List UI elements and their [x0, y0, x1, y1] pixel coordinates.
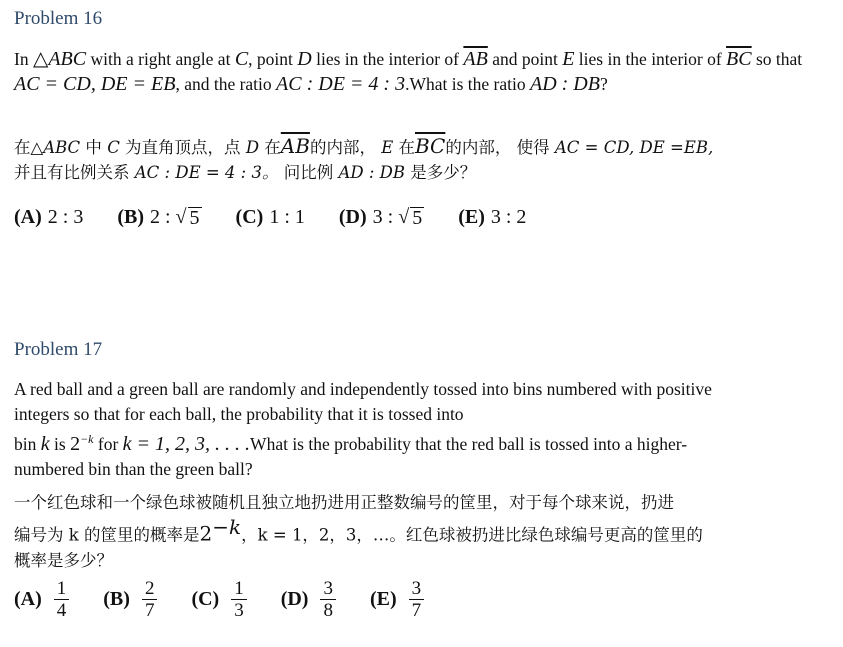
- text: 概率是多少？: [14, 550, 113, 570]
- text: for: [93, 433, 123, 454]
- choice-b: [103, 578, 157, 621]
- text: In: [14, 49, 33, 69]
- math: D: [297, 48, 312, 70]
- text: lies in the interior of: [574, 49, 727, 69]
- problem-16-heading: Problem 16: [14, 8, 103, 29]
- choice-value: 3 : 2: [490, 206, 527, 228]
- math: C: [107, 138, 120, 157]
- math: AC = CD, DE = EB: [14, 73, 176, 95]
- text: numbered bin than the green ball?: [14, 458, 253, 479]
- sqrt-radicand: 5: [412, 207, 423, 229]
- fraction: [231, 578, 247, 621]
- denominator: 8: [323, 600, 333, 621]
- choice-value: 3 : √: [372, 206, 410, 228]
- choice-c: [236, 206, 305, 229]
- fraction: [142, 578, 158, 621]
- text: 一个红色球和一个绿色球被随机且独立地扔进用正整数编号的筐里，对于每个球来说，扔进: [14, 493, 674, 512]
- math: AC : DE = 4 : 3: [276, 73, 406, 95]
- text: 为直角顶点，点: [119, 138, 246, 157]
- text: 在: [259, 138, 281, 157]
- choice-c: [191, 578, 246, 621]
- segment-bc: $\overline{BC}$: [414, 134, 446, 158]
- problem-16-english-text: [14, 47, 829, 97]
- text: 的内部，: [309, 138, 382, 157]
- problem-17-answer-choices: [14, 578, 458, 621]
- choice-label: (E): [458, 206, 485, 228]
- choice-value: 2 : √: [150, 206, 187, 228]
- problem-16-chinese-text: [14, 134, 829, 185]
- fraction: [54, 578, 70, 621]
- text: 问比例: [278, 163, 339, 182]
- denominator: 4: [56, 600, 67, 621]
- math: k: [40, 432, 50, 455]
- numerator: 1: [54, 578, 70, 600]
- text: and point: [487, 49, 563, 69]
- math: k = 1, 2, 3, . . . .: [122, 432, 251, 455]
- denominator: 7: [144, 600, 155, 621]
- problem-17-chinese-text: [14, 490, 829, 573]
- choice-e: [370, 578, 424, 621]
- exponent: −k: [212, 515, 242, 539]
- math: C: [234, 48, 249, 70]
- choice-label: (B): [117, 206, 144, 228]
- math: E: [562, 48, 575, 70]
- choice-label: (D): [280, 588, 309, 610]
- math: 2: [70, 432, 81, 455]
- numerator: 1: [231, 578, 247, 600]
- text: 是多少？: [405, 163, 477, 182]
- math: AC : DE = 4 : 3。: [134, 163, 279, 182]
- math: E: [381, 138, 394, 157]
- denominator: 7: [411, 600, 422, 621]
- choice-d: [281, 578, 336, 621]
- text: so that: [751, 49, 803, 69]
- fraction: [320, 578, 336, 621]
- text: 在: [393, 138, 415, 157]
- numerator: 3: [320, 578, 336, 600]
- choice-a: [14, 578, 69, 621]
- text: with a right angle at: [86, 49, 235, 69]
- text: , point: [248, 49, 298, 69]
- choice-label: (B): [103, 588, 130, 610]
- segment-ab: $\overline{AB}$: [463, 48, 488, 70]
- text: ?: [599, 74, 608, 94]
- text: , and the ratio: [175, 74, 277, 94]
- choice-value: 2 : 3: [47, 206, 84, 228]
- text: A red ball and a green ball are randomly and independently tossed into bins numbered with positive: [14, 379, 712, 399]
- choice-label: (C): [191, 588, 220, 610]
- text: 并且有比例关系: [14, 163, 135, 182]
- problem-17-heading: Problem 17: [14, 339, 103, 360]
- text: What is the probability that the red ball is tossed into a higher-: [250, 433, 688, 454]
- exponent: −k: [80, 432, 94, 446]
- choice-label: (E): [369, 588, 397, 610]
- text: 在△: [14, 138, 44, 157]
- problem-17-english-text: [14, 377, 829, 482]
- text: integers so that for each ball, the probability that it is tossed into: [14, 404, 464, 424]
- choice-e: [458, 206, 526, 229]
- text: 编号为 k 的筐里的概率是: [14, 525, 200, 545]
- text: bin: [14, 433, 41, 454]
- text: ，k = 1，2，3，…。红色球被扔进比绿色球编号更高的筐里的: [241, 525, 703, 545]
- text: .What is the ratio: [405, 74, 530, 94]
- choice-label: (A): [14, 206, 42, 228]
- segment-ab: $\overline{AB}$: [280, 134, 310, 158]
- math: AD : DB: [338, 163, 406, 182]
- denominator: 3: [234, 600, 244, 621]
- text: 中: [80, 138, 108, 157]
- math: 2: [199, 521, 213, 546]
- choice-value: 1 : 1: [269, 206, 305, 228]
- text: is: [49, 433, 71, 454]
- fraction: [409, 578, 425, 621]
- text: 的内部， 使得: [445, 138, 555, 157]
- choice-b: [117, 206, 201, 229]
- segment-bc: $\overline{BC}$: [726, 48, 752, 70]
- sqrt-radicand: 5: [189, 207, 200, 229]
- choice-d: [339, 206, 424, 229]
- math: D: [245, 138, 260, 157]
- math: AC = CD, DE =EB,: [554, 138, 714, 157]
- text: lies in the interior of: [311, 49, 464, 69]
- problem-16-answer-choices: [14, 206, 560, 229]
- choice-label: (D): [338, 206, 367, 228]
- numerator: 3: [409, 578, 425, 600]
- choice-label: (C): [235, 206, 264, 228]
- numerator: 2: [142, 578, 158, 600]
- math: △ABC: [32, 48, 87, 70]
- math: AD : DB: [529, 73, 600, 95]
- choice-a: [14, 206, 83, 229]
- math: ABC: [43, 138, 81, 157]
- choice-label: (A): [14, 588, 42, 610]
